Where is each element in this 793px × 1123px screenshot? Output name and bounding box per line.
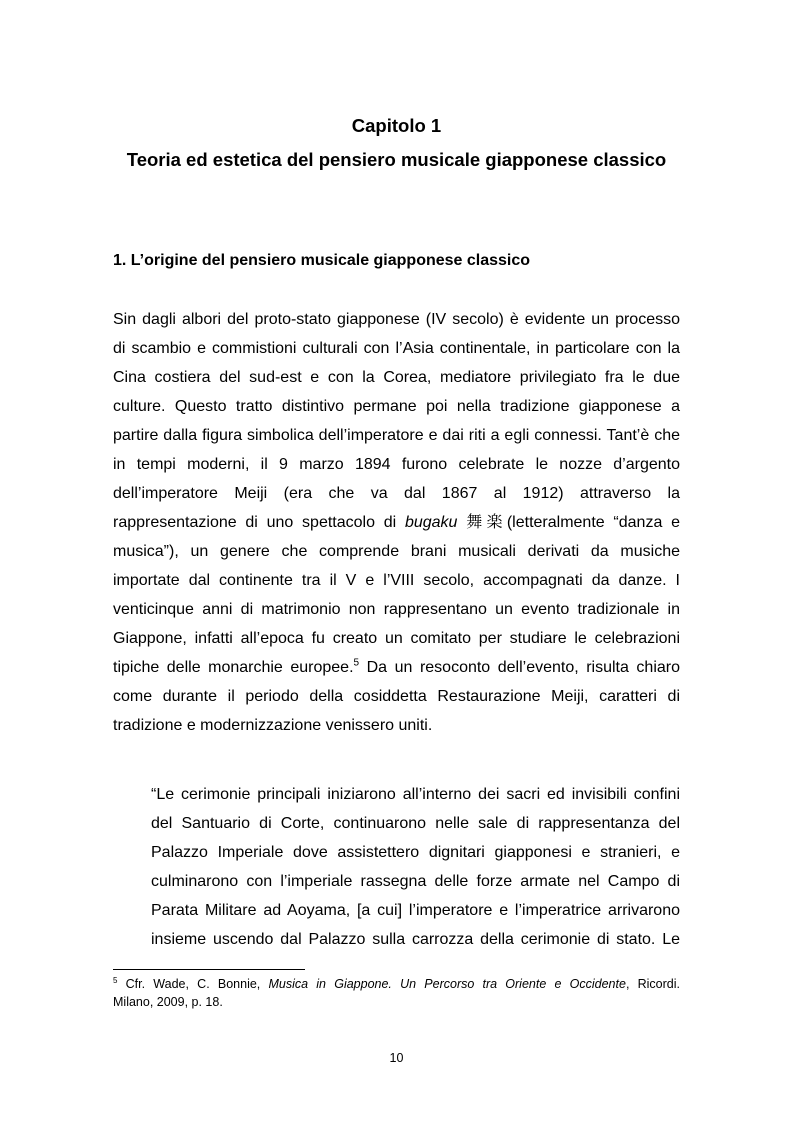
text-fragment: Da un resoconto dell’evento, risulta chiaro [359,659,681,676]
text-line: culture. Questo tratto distintivo permane poi nella tradizione giapponese a [113,398,680,415]
quote-line: culminarono con l’imperiale rassegna delle forze armate nel Campo di [151,873,680,890]
quote-line: Palazzo Imperiale dove assistettero dignitari giapponesi e stranieri, e [151,844,680,861]
text-line-footnote-ref [113,653,680,682]
footnote-line: Milano, 2009, p. 18. [113,995,223,1009]
text-line: Cina costiera del sud-est e con la Corea, mediatore privilegiato fra le due [113,369,680,386]
page-number: 10 [389,1051,404,1065]
text-fragment: rappresentazione di uno spettacolo di [113,514,405,531]
text-line: come durante il periodo della cosiddetta Restaurazione Meiji, caratteri di [113,688,680,705]
footnote-reference[interactable]: 5 [353,657,360,669]
italic-title: Musica in Giappone. Un Percorso tra Oriente e Occidente [268,977,626,991]
text-line-bugaku [113,508,680,537]
text-line: partire dalla figura simbolica dell’imperatore e dai riti a egli connessi. Tant’è che [113,427,680,444]
section-heading: 1. L’origine del pensiero musicale giapponese classico [113,252,531,269]
footnote-line [113,975,680,993]
kanji-term: 舞楽 [466,514,507,531]
chapter-label: Capitolo 1 [351,115,442,136]
quote-line: Parata Militare ad Aoyama, [a cui] l’imperatore e l’imperatrice arrivarono [151,902,680,919]
chapter-title: Teoria ed estetica del pensiero musicale giapponese classico [126,149,667,170]
text-line: importate dal continente tra il V e l’VIII secolo, accompagnati da danze. I [113,572,680,589]
text-line: dell’imperatore Meiji (era che va dal 1867 al 1912) attraverso la [113,485,680,502]
text-line: Sin dagli albori del proto-stato giapponese (IV secolo) è evidente un processo [113,311,680,328]
text-fragment: , Ricordi. [625,977,680,991]
body-paragraph [113,305,680,740]
text-line: Giappone, infatti all’epoca fu creato un comitato per studiare le celebrazioni [113,630,680,647]
quote-line: del Santuario di Corte, continuarono nelle sale di rappresentanza del [151,815,680,832]
text-fragment: (letteralmente “danza e [506,514,680,531]
block-quote [151,780,680,954]
text-line: di scambio e commistioni culturali con l’Asia continentale, in particolare con la [113,340,680,357]
text-line: in tempi moderni, il 9 marzo 1894 furono celebrate le nozze d’argento [113,456,680,473]
text-fragment: tipiche delle monarchie europee. [113,659,354,676]
footnote-number: 5 [113,975,118,985]
text-line: tradizione e modernizzazione venissero uniti. [113,717,433,734]
quote-line: “Le cerimonie principali iniziarono all’interno dei sacri ed invisibili confini [151,786,680,803]
text-fragment: Cfr. Wade, C. Bonnie, [117,977,269,991]
italic-term: bugaku [404,514,458,531]
text-line: venticinque anni di matrimonio non rappresentano un evento tradizionale in [113,601,680,618]
footnote-divider [113,969,305,970]
quote-line: insieme uscendo dal Palazzo sulla carrozza della cerimonie di stato. Le [151,931,680,948]
footnote [113,975,680,1011]
text-line: musica”), un genere che comprende brani musicali derivati da musiche [113,543,680,560]
